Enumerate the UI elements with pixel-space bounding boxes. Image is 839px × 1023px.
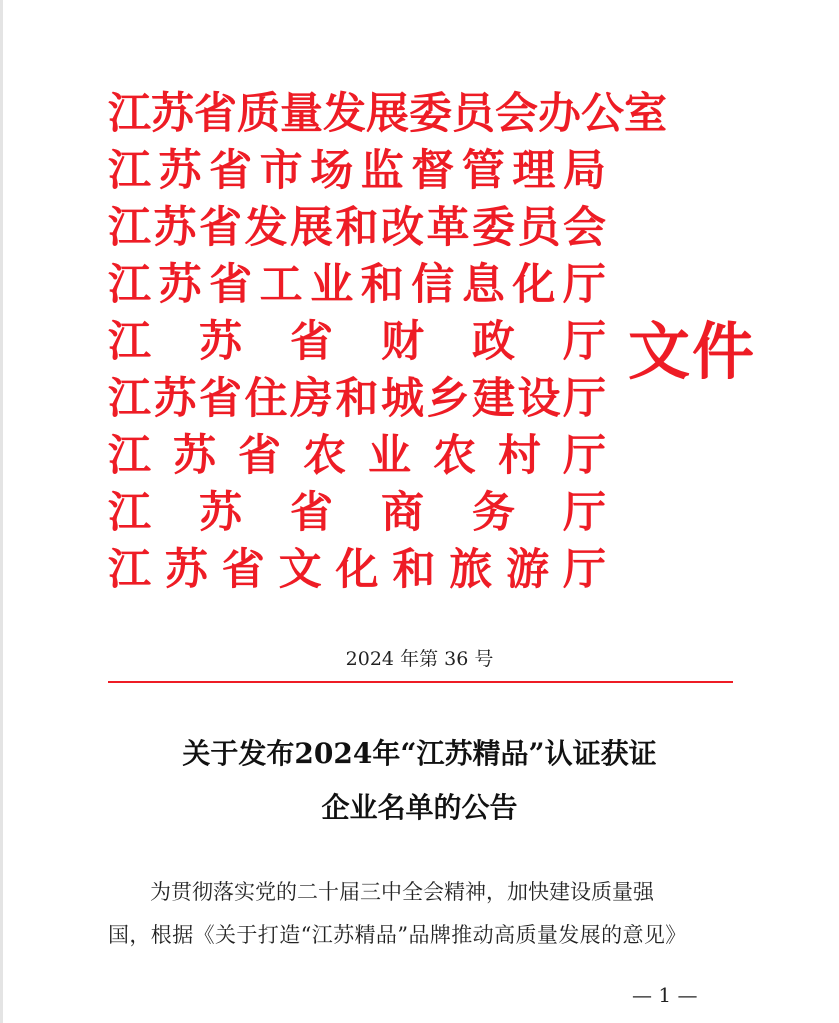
issuer-char: 会	[563, 203, 606, 253]
issuer-char: 江	[108, 431, 151, 481]
issuer-char: 苏	[158, 260, 202, 310]
issuer-char: 厅	[563, 545, 606, 595]
issuer-char: 发	[323, 89, 366, 139]
issuer-char: 厅	[563, 488, 606, 538]
issuer-char: 化	[335, 545, 379, 595]
page-number: — 1 —	[632, 983, 698, 1007]
issuer-char: 苏	[158, 146, 202, 196]
issuer-line	[108, 542, 606, 599]
issuer-char: 委	[409, 89, 452, 139]
issuer-char: 省	[221, 545, 265, 595]
issuer-line	[108, 371, 606, 428]
issuer-char: 江	[108, 260, 151, 310]
issuer-char: 省	[238, 431, 281, 481]
issuer-char: 苏	[153, 374, 197, 424]
issuer-char: 农	[433, 431, 476, 481]
issuer-char: 业	[368, 431, 411, 481]
issuer-char: 信	[411, 260, 455, 310]
issuer-char: 苏	[199, 488, 242, 538]
issuer-char: 建	[472, 374, 515, 424]
issuer-char: 江	[108, 317, 151, 367]
issuer-char: 省	[290, 488, 333, 538]
issuer-char: 革	[426, 203, 470, 253]
issuer-char: 量	[280, 89, 323, 139]
issuer-char: 场	[310, 146, 354, 196]
issuer-char: 省	[290, 317, 333, 367]
issuer-char: 旅	[449, 545, 493, 595]
issuer-char: 厅	[563, 431, 606, 481]
issuer-char: 督	[411, 146, 455, 196]
issuer-char: 苏	[153, 203, 197, 253]
issuer-char: 展	[366, 89, 409, 139]
red-divider	[108, 681, 733, 683]
issuer-char: 员	[517, 203, 561, 253]
issuer-char: 设	[517, 374, 561, 424]
issuer-char: 工	[259, 260, 303, 310]
issuer-char: 业	[310, 260, 354, 310]
document-label: 文件	[628, 315, 757, 388]
issuer-char: 省	[199, 374, 242, 424]
issuer-char: 展	[290, 203, 333, 253]
issuer-char: 省	[194, 89, 237, 139]
issuer-char: 会	[495, 89, 538, 139]
issuer-char: 村	[498, 431, 541, 481]
issuer-char: 财	[381, 317, 424, 367]
issuer-char: 厅	[563, 317, 606, 367]
issuer-char: 办	[538, 89, 581, 139]
issuer-char: 苏	[199, 317, 242, 367]
issuer-line	[108, 143, 606, 200]
issuer-char: 房	[290, 374, 333, 424]
issuer-char: 省	[209, 146, 253, 196]
issuer-char: 政	[472, 317, 515, 367]
issuer-char: 省	[199, 203, 242, 253]
issuer-char: 息	[461, 260, 505, 310]
issuer-char: 苏	[173, 431, 216, 481]
issuer-char: 改	[381, 203, 424, 253]
issuer-char: 管	[461, 146, 505, 196]
issuer-char: 江	[108, 89, 151, 139]
page-left-edge	[0, 0, 3, 1023]
issuer-char: 江	[108, 203, 151, 253]
issuer-char: 局	[562, 146, 606, 196]
issuer-char: 游	[506, 545, 550, 595]
issuer-char: 和	[335, 374, 379, 424]
body-text-line-2: 国，根据《关于打造“江苏精品”品牌推动高质量发展的意见》	[108, 923, 687, 947]
issuer-line	[108, 314, 606, 371]
issuer-char: 苏	[164, 545, 208, 595]
issuer-char: 公	[581, 89, 624, 139]
document-number: 2024 年第 36 号	[345, 648, 494, 670]
issuer-char: 城	[381, 374, 424, 424]
issuer-char: 员	[452, 89, 495, 139]
issuer-block	[108, 86, 667, 599]
issuer-line	[108, 86, 667, 143]
issuer-char: 委	[472, 203, 515, 253]
issuer-line	[108, 257, 606, 314]
issuer-char: 江	[108, 545, 151, 595]
issuer-char: 市	[259, 146, 303, 196]
issuer-char: 文	[278, 545, 322, 595]
issuer-char: 厅	[563, 374, 606, 424]
issuer-char: 商	[381, 488, 424, 538]
issuer-char: 和	[335, 203, 379, 253]
issuer-char: 住	[244, 374, 288, 424]
document-title-line-2: 企业名单的公告	[321, 791, 518, 824]
issuer-line	[108, 428, 606, 485]
issuer-char: 省	[209, 260, 253, 310]
issuer-char: 务	[472, 488, 515, 538]
issuer-char: 质	[237, 89, 280, 139]
body-text-line-1: 为贯彻落实党的二十届三中全会精神，加快建设质量强	[150, 880, 654, 904]
issuer-char: 和	[360, 260, 404, 310]
issuer-char: 农	[303, 431, 346, 481]
issuer-char: 理	[512, 146, 556, 196]
issuer-char: 发	[244, 203, 288, 253]
document-title-line-1: 关于发布2024年“江苏精品”认证获证	[182, 737, 657, 770]
issuer-char: 江	[108, 146, 151, 196]
issuer-char: 江	[108, 374, 151, 424]
issuer-char: 化	[512, 260, 556, 310]
issuer-char: 苏	[151, 89, 194, 139]
issuer-line	[108, 485, 606, 542]
issuer-line	[108, 200, 606, 257]
issuer-char: 监	[360, 146, 404, 196]
issuer-char: 室	[624, 89, 667, 139]
issuer-char: 和	[392, 545, 436, 595]
issuer-char: 厅	[562, 260, 606, 310]
issuer-char: 江	[108, 488, 151, 538]
issuer-char: 乡	[426, 374, 470, 424]
